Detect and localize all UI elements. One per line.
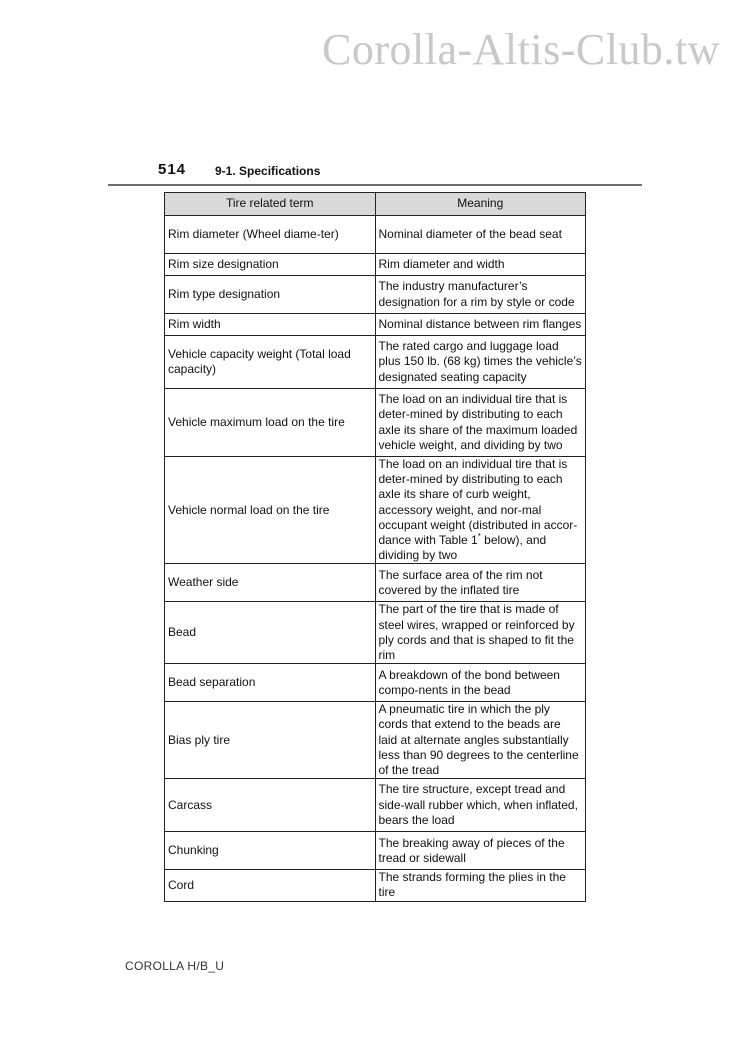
meaning-text: below), and dividing by two: [378, 533, 547, 563]
meaning-cell: The surface area of the rim not covered by the inflated tire: [375, 564, 586, 602]
meaning-cell: The breaking away of pieces of the tread or sidewall: [375, 832, 586, 870]
table-row: [165, 254, 586, 276]
table-row: [165, 314, 586, 336]
table-row: [165, 336, 586, 389]
column-header-meaning: Meaning: [375, 193, 586, 216]
term-cell: Rim size designation: [165, 254, 376, 276]
watermark: Corolla-Altis-Club.tw: [322, 25, 720, 74]
meaning-cell: Rim diameter and width: [375, 254, 586, 276]
table-row: [165, 870, 586, 901]
term-cell: Cord: [165, 870, 376, 901]
table-row: [165, 702, 586, 779]
meaning-cell: Nominal distance between rim flanges: [375, 314, 586, 336]
meaning-cell: Nominal diameter of the bead seat: [375, 216, 586, 254]
meaning-cell: A breakdown of the bond between compo-nents in the bead: [375, 664, 586, 702]
meaning-cell: A pneumatic tire in which the ply cords that extend to the beads are laid at alternate angles substantially less than 90 degrees to the centerline of the tread: [375, 702, 586, 779]
meaning-cell: [375, 457, 586, 564]
table-row: [165, 564, 586, 602]
meaning-cell: The tire structure, except tread and side-wall rubber which, when inflated, bears the load: [375, 779, 586, 832]
table-row: [165, 602, 586, 664]
meaning-text: The load on an individual tire that is deter-mined by distributing to each axle its share of curb weight, accessory weight, and nor-mal occupant weight (distributed in accor-dance with Table 1: [378, 457, 578, 548]
meaning-cell: The industry manufacturer’s designation for a rim by style or code: [375, 276, 586, 314]
table-row: [165, 216, 586, 254]
term-cell: Weather side: [165, 564, 376, 602]
meaning-cell: The strands forming the plies in the tire: [375, 870, 586, 901]
term-cell: Vehicle capacity weight (Total load capacity): [165, 336, 376, 389]
table-row: [165, 664, 586, 702]
table-row: [165, 832, 586, 870]
page-number: 514: [158, 161, 187, 178]
term-cell: Rim width: [165, 314, 376, 336]
table-row: [165, 779, 586, 832]
meaning-cell: The part of the tire that is made of steel wires, wrapped or reinforced by ply cords and that is shaped to fit the rim: [375, 602, 586, 664]
meaning-cell: The rated cargo and luggage load plus 150 lb. (68 kg) times the vehicle’s designated seating capacity: [375, 336, 586, 389]
section-title: 9-1. Specifications: [215, 164, 321, 178]
term-cell: Carcass: [165, 779, 376, 832]
page-footer: COROLLA H/B_U: [125, 959, 225, 973]
term-cell: Bias ply tire: [165, 702, 376, 779]
term-cell: Bead: [165, 602, 376, 664]
term-cell: Chunking: [165, 832, 376, 870]
column-header-term: Tire related term: [165, 193, 376, 216]
table-header-row: [165, 193, 586, 216]
term-cell: Vehicle maximum load on the tire: [165, 389, 376, 457]
table-row: [165, 389, 586, 457]
footnote-marker: *: [477, 532, 481, 542]
meaning-cell: The load on an individual tire that is deter-mined by distributing to each axle its share of the maximum loaded vehicle weight, and dividing by two: [375, 389, 586, 457]
term-cell: Rim diameter (Wheel diame-ter): [165, 216, 376, 254]
term-cell: Bead separation: [165, 664, 376, 702]
table-row: [165, 276, 586, 314]
term-cell: Rim type designation: [165, 276, 376, 314]
page-header: [108, 160, 642, 186]
table-row: [165, 457, 586, 564]
term-cell: Vehicle normal load on the tire: [165, 457, 376, 564]
tire-terms-table: [164, 192, 586, 902]
